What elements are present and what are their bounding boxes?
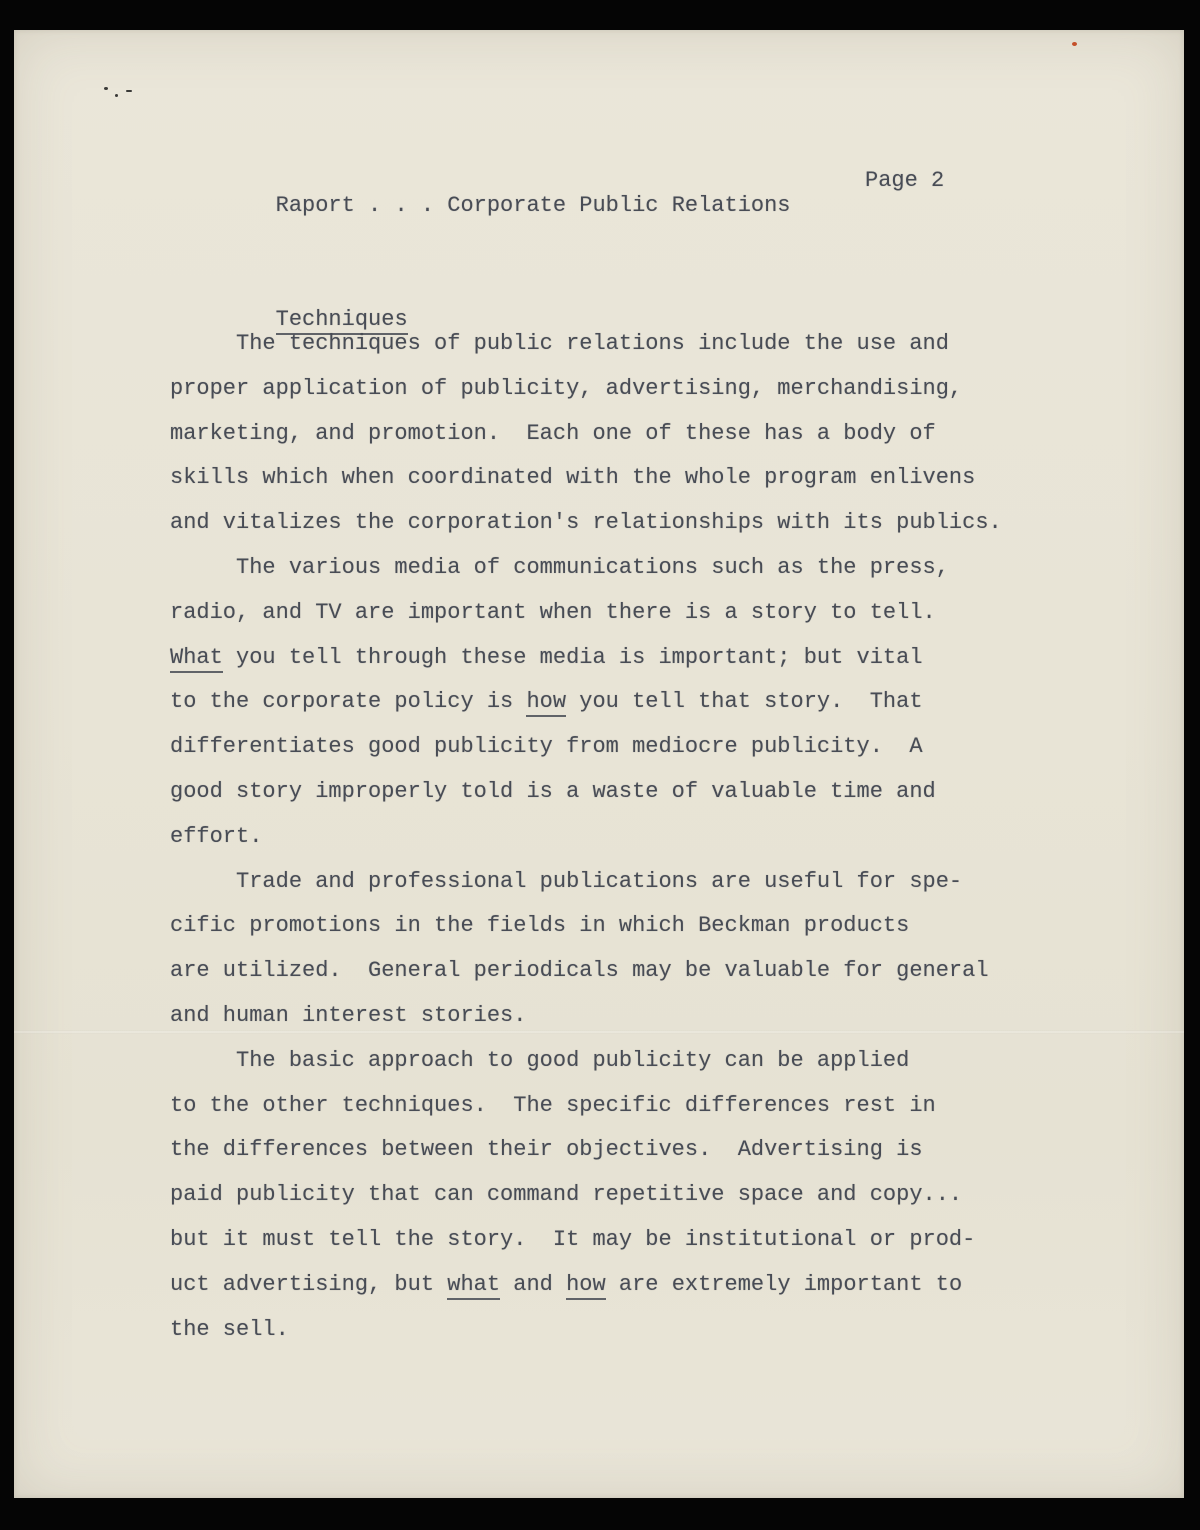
text-line: uct advertising, but what and how are extremely important to (170, 1263, 1050, 1308)
text-line: to the other techniques. The specific differences rest in (170, 1092, 936, 1118)
ink-speck (1072, 42, 1077, 46)
text-line: skills which when coordinated with the whole program enlivens (170, 465, 976, 491)
ink-speck (115, 94, 118, 97)
text-line: marketing, and promotion. Each one of these has a body of (170, 420, 936, 446)
section-heading-text: Techniques (276, 307, 408, 335)
text-line: to the corporate policy is how you tell that story. That (170, 680, 1050, 725)
ink-speck (126, 90, 132, 92)
paper-sheet (14, 30, 1184, 1498)
text-line: The various media of communications such as the press, (170, 554, 949, 580)
text-line: are utilized. General periodicals may be valuable for general (170, 958, 989, 984)
text-line: cific promotions in the fields in which Beckman products (170, 913, 910, 939)
document-body (170, 322, 1050, 1352)
text-line: Trade and professional publications are useful for spe- (170, 868, 963, 894)
text-line: but it must tell the story. It may be institutional or prod- (170, 1226, 976, 1252)
text-line: What you tell through these media is important; but vital (170, 636, 1050, 681)
text-line: the sell. (170, 1316, 289, 1342)
text-line: and human interest stories. (170, 1002, 527, 1028)
text-line: paid publicity that can command repetitive space and copy... (170, 1182, 963, 1208)
text-line: radio, and TV are important when there is a story to tell. (170, 599, 936, 625)
text-line: differentiates good publicity from mediocre publicity. A (170, 734, 923, 760)
document-header (170, 168, 1050, 268)
ink-speck (104, 87, 108, 90)
text-line: and vitalizes the corporation's relationships with its publics. (170, 510, 1002, 536)
text-line: effort. (170, 823, 263, 849)
text-line: good story improperly told is a waste of valuable time and (170, 778, 936, 804)
text-line: The basic approach to good publicity can be applied (170, 1047, 910, 1073)
text-line: proper application of publicity, advertising, merchandising, (170, 375, 963, 401)
text-line: the differences between their objectives. Advertising is (170, 1137, 923, 1163)
document-title: Raport . . . Corporate Public Relations (275, 193, 791, 218)
page-number: Page 2 (865, 168, 945, 193)
text-line: The techniques of public relations include the use and (170, 331, 949, 356)
